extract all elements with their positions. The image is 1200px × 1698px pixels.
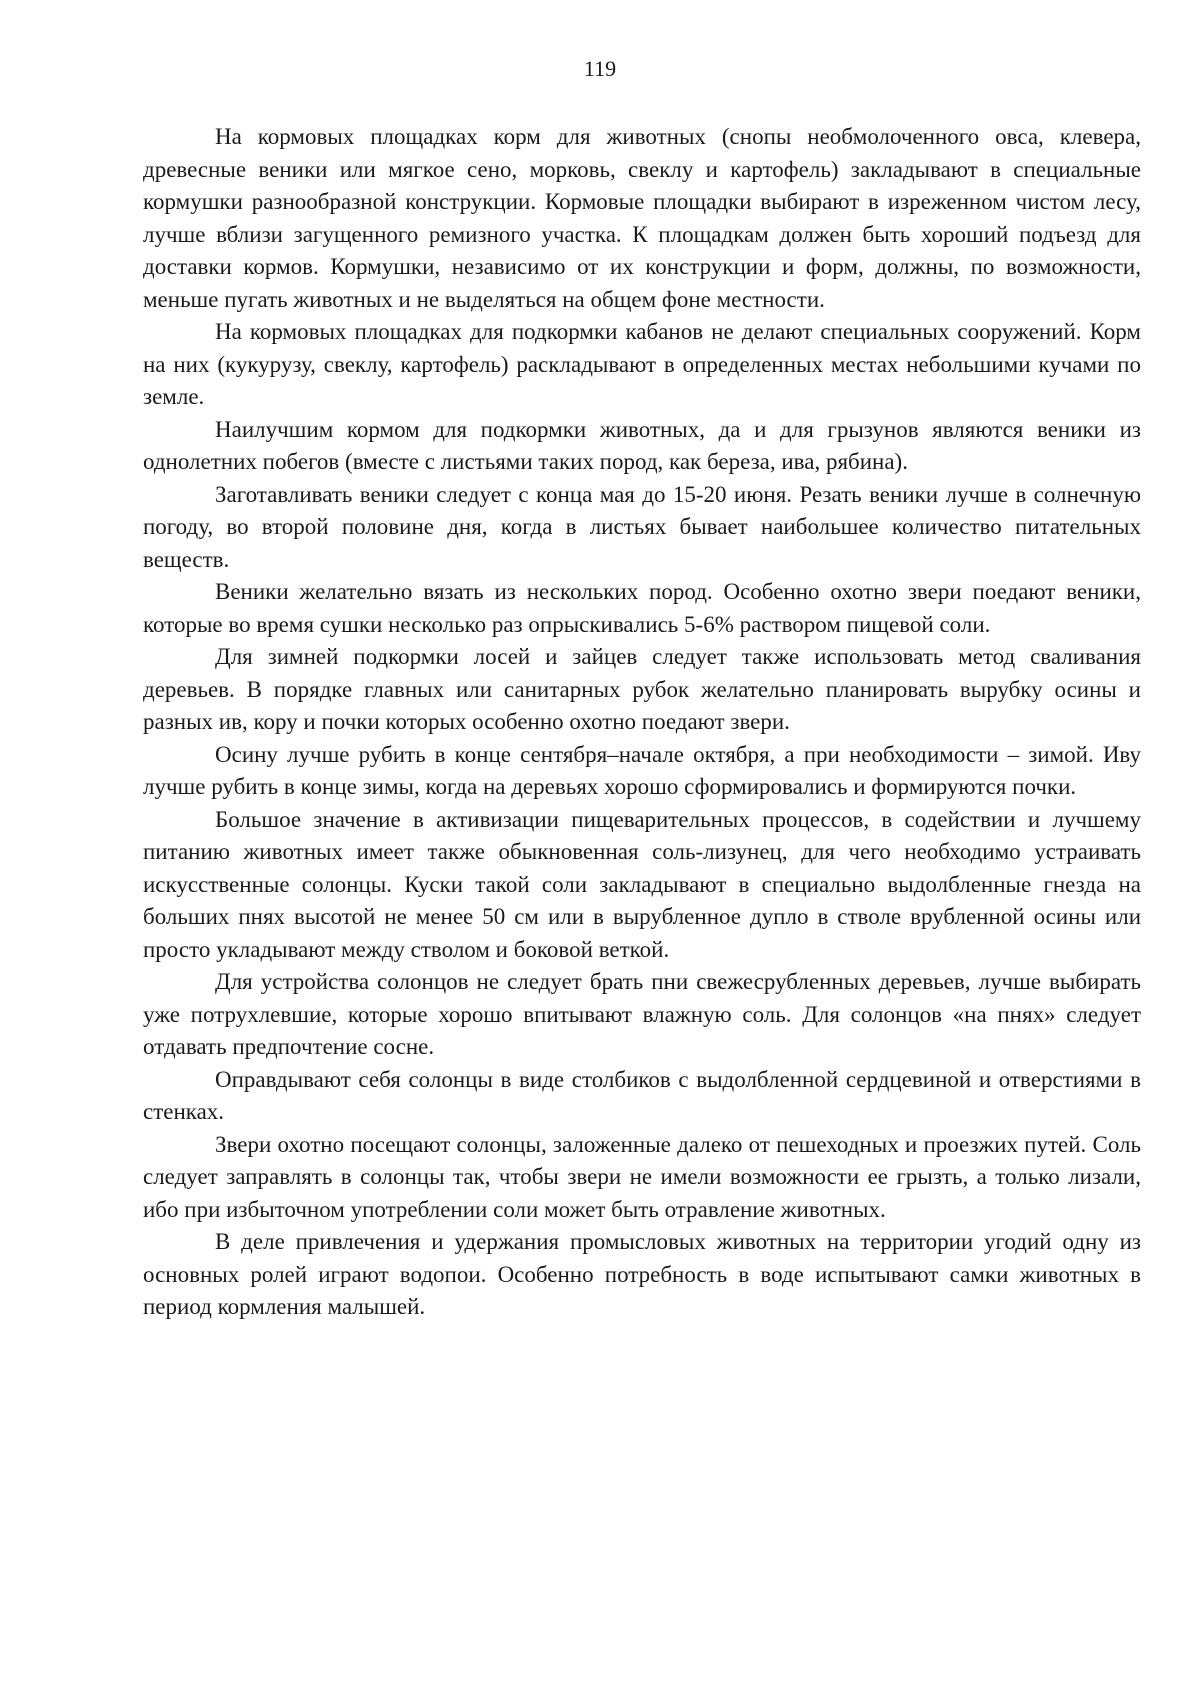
paragraph: Большое значение в активизации пищеварительных процессов, в содействии и лучшему питанию животных имеет также обыкновенная соль-лизунец, для чего необходимо устраивать искусственные солонцы. Куски такой соли закладывают в специально выдолбленные гнезда на больших пнях высотой не менее 50 см или в вырубленное дупло в стволе врубленной осины или просто укладывают между стволом и боковой веткой. [143, 806, 1141, 962]
paragraph: Для зимней подкормки лосей и зайцев следует также использовать метод сваливания деревьев. В порядке главных или санитарных рубок желательно планировать вырубку осины и разных ив, кору и почки которых особенно охотно поедают звери. [143, 644, 1141, 734]
page-number: 119 [583, 56, 617, 81]
paragraph: Осину лучше рубить в конце сентября–начале октября, а при необходимости – зимой. Иву лучше рубить в конце зимы, когда на деревьях хорошо сформировались и формируются почки. [143, 741, 1141, 799]
paragraph: Звери охотно посещают солонцы, заложенные далеко от пешеходных и проезжих путей. Соль следует заправлять в солонцы так, чтобы звери не имели возможности ее грызть, а только лизали, ибо при избыточном употреблении соли может быть отравление животных. [143, 1131, 1141, 1222]
paragraph: Веники желательно вязать из нескольких пород. Особенно охотно звери поедают веники, которые во время сушки несколько раз опрыскивались 5-6% раствором пищевой соли. [143, 579, 1141, 637]
paragraph: Заготавливать веники следует с конца мая до 15-20 июня. Резать веники лучше в солнечную погоду, во второй половине дня, когда в листьях бывает наибольшее количество питательных веществ. [143, 481, 1141, 572]
paragraph: Для устройства солонцов не следует брать пни свежесрубленных деревьев, лучше выбирать уже потрухлевшие, которые хорошо впитывают влажную соль. Для солонцов «на пнях» следует отдавать предпочтение сосне. [143, 969, 1141, 1059]
paragraph: На кормовых площадках корм для животных (снопы необмолоченного овса, клевера, древесные веники или мягкое сено, морковь, свеклу и картофель) закладывают в специальные кормушки разнообразной конструкции. Кормовые площадки выбирают в изреженном чистом лесу, лучше вблизи загущенного ремизного участка. К площадкам должен быть хороший подъезд для доставки кормов. Кормушки, независимо от их конструкции и форм, должны, по возможности, меньше пугать животных и не выделяться на общем фоне местности. [143, 124, 1141, 312]
body-text [143, 121, 1141, 1324]
paragraph: На кормовых площадках для подкормки кабанов не делают специальных сооружений. Корм на них (кукурузу, свеклу, картофель) раскладывают в определенных местах небольшими кучами по земле. [143, 319, 1141, 409]
paragraph: Оправдывают себя солонцы в виде столбиков с выдолбленной сердцевиной и отверстиями в стенках. [143, 1066, 1141, 1124]
paragraph: В деле привлечения и удержания промысловых животных на территории угодий одну из основных ролей играют водопои. Особенно потребность в воде испытывают самки животных в период кормления малышей. [143, 1229, 1141, 1319]
paragraph: Наилучшим кормом для подкормки животных, да и для грызунов являются веники из однолетних побегов (вместе с листьями таких пород, как береза, ива, рябина). [143, 416, 1141, 474]
